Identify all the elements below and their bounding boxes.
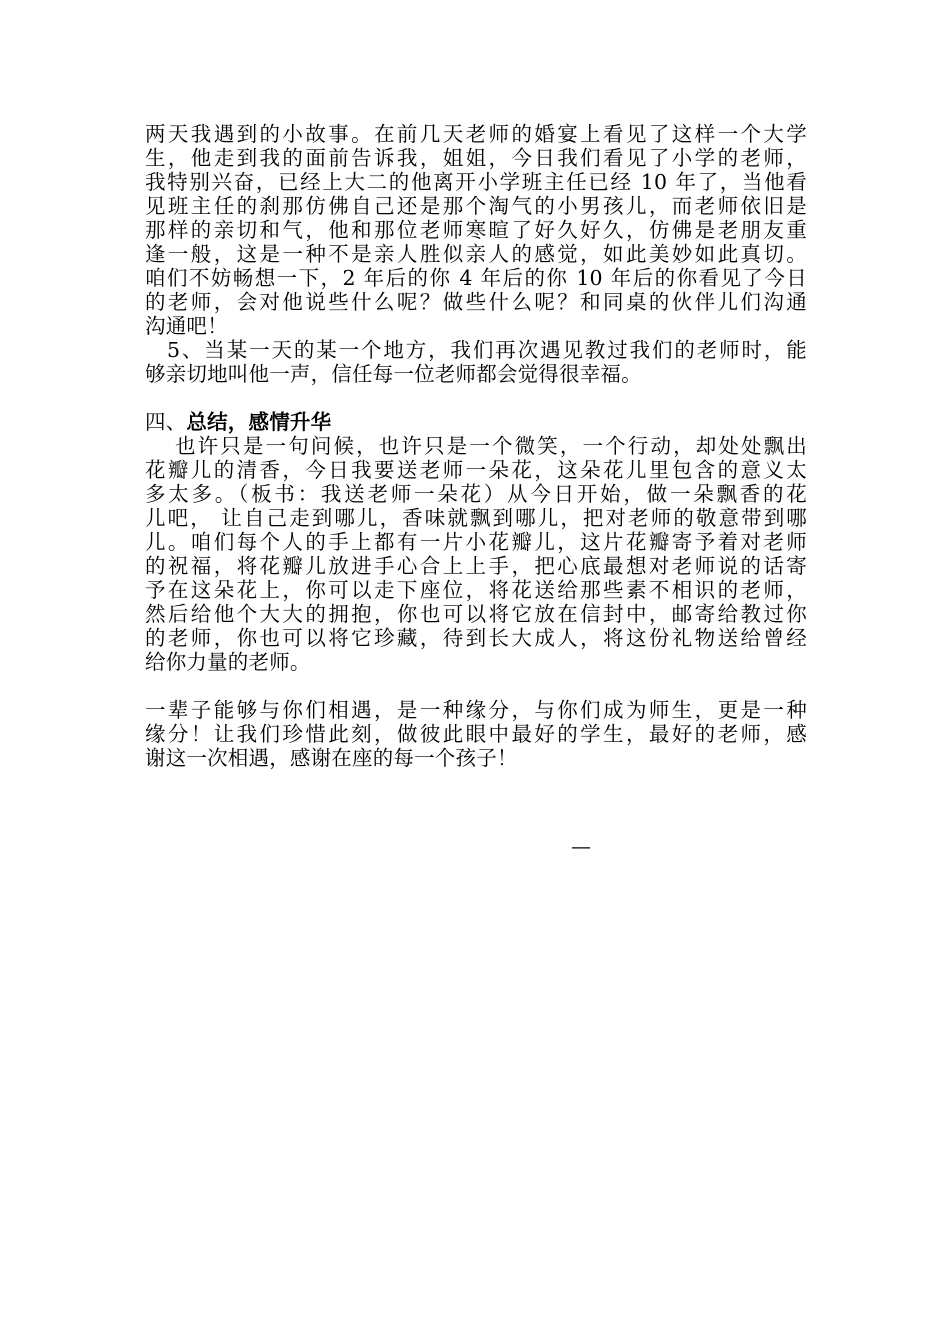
text-line: 然后给他个大大的拥抱，你也可以将它放在信封中，邮寄给教过你 <box>145 602 807 626</box>
text-line: 一辈子能够与你们相遇，是一种缘分，与你们成为师生，更是一种 <box>145 698 807 722</box>
text-line: 逢一般，这是一种不是亲人胜似亲人的感觉，如此美妙如此真切。 <box>145 242 807 266</box>
text-line: 生，他走到我的面前告诉我，姐姐，今日我们看见了小学的老师， <box>145 146 807 170</box>
text-line: 我特别兴奋，已经上大二的他离开小学班主任已经 10 年了，当他看 <box>145 170 807 194</box>
blank-line <box>145 386 807 410</box>
section-title: 总结，感情升华 <box>186 410 332 434</box>
paragraph-summary <box>145 434 807 674</box>
text-line: 5、当某一天的某一个地方，我们再次遇见教过我们的老师时，能 <box>167 338 807 362</box>
text-line: 缘分！让我们珍惜此刻，做彼此眼中最好的学生，最好的老师，感 <box>145 722 807 746</box>
text-line: 予在这朵花上，你可以走下座位，将花送给那些素不相识的老师， <box>145 578 807 602</box>
paragraph-story <box>145 122 807 338</box>
text-line: 的老师，你也可以将它珍藏，待到长大成人，将这份礼物送给曾经 <box>145 626 807 650</box>
text-line: 给你力量的老师。 <box>145 650 311 674</box>
section-heading <box>145 410 807 434</box>
text-line: 谢这一次相遇，感谢在座的每一个孩子！ <box>145 746 518 770</box>
text-line: 儿吧， 让自己走到哪儿，香味就飘到哪儿，把对老师的敬意带到哪 <box>145 506 807 530</box>
document-body <box>145 122 807 770</box>
page-number: — <box>571 834 591 858</box>
text-line: 也许只是一句问候，也许只是一个微笑，一个行动，却处处飘出 <box>175 434 807 458</box>
text-line: 咱们不妨畅想一下，2 年后的你 4 年后的你 10 年后的你看见了今日 <box>145 266 807 290</box>
text-line: 儿。咱们每个人的手上都有一片小花瓣儿，这片花瓣寄予着对老师 <box>145 530 807 554</box>
section-number: 四、 <box>145 410 187 434</box>
text-line: 那样的亲切和气，他和那位老师寒暄了好久好久，仿佛是老朋友重 <box>145 218 807 242</box>
text-line: 见班主任的刹那仿佛自己还是那个淘气的小男孩儿，而老师依旧是 <box>145 194 807 218</box>
text-line: 花瓣儿的清香，今日我要送老师一朵花，这朵花儿里包含的意义太 <box>145 458 807 482</box>
text-line: 沟通吧！ <box>145 314 228 338</box>
text-line: 两天我遇到的小故事。在前几天老师的婚宴上看见了这样一个大学 <box>145 122 807 146</box>
blank-line <box>145 674 807 698</box>
text-line: 多太多。（板书：我送老师一朵花）从今日开始，做一朵飘香的花 <box>145 482 807 506</box>
text-line: 的老师，会对他说些什么呢？做些什么呢？和同桌的伙伴儿们沟通 <box>145 290 807 314</box>
paragraph-item-5 <box>145 338 807 386</box>
paragraph-closing <box>145 698 807 770</box>
text-line: 的祝福，将花瓣儿放进手心合上上手，把心底最想对老师说的话寄 <box>145 554 807 578</box>
text-line: 够亲切地叫他一声，信任每一位老师都会觉得很幸福。 <box>145 362 642 386</box>
